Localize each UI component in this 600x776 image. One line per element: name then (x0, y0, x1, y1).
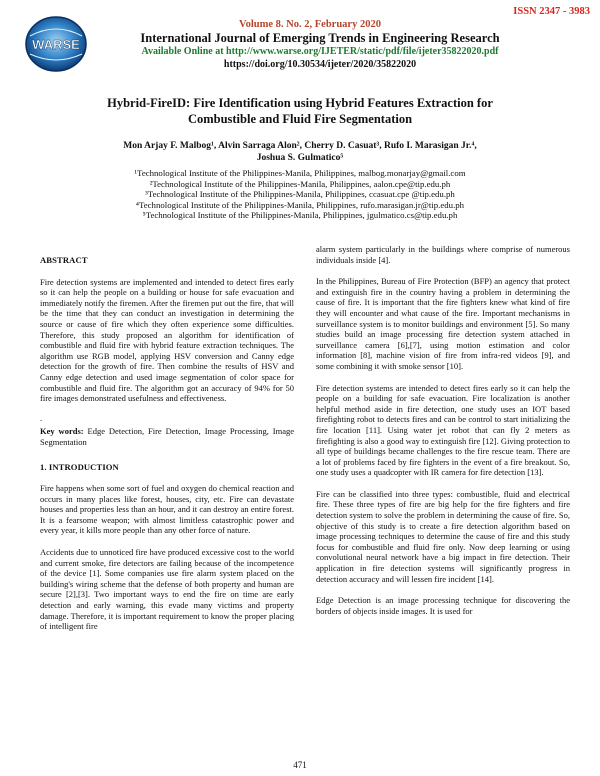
affiliation-1: ¹Technological Institute of the Philippines-Manila, Philippines, malbog.monarjay@gmail.com (134, 168, 466, 178)
paper-title (40, 95, 560, 127)
intro-paragraph-2: Accidents due to unnoticed fire have produced excessive cost to the world and current smoke, fire detectors are failing because of the incompetence of the device [1]. Some companies use fire alarm system placed on the building's wiring scheme that the defense of both property and human are secure [2],[3]. Two important ways to end the fire on time are early detection and early warning, this evade many victims and property damage. Therefore, it is important requirement to know the proper placing of intelligent fire (40, 547, 294, 632)
journal-name: International Journal of Emerging Trends in Engineering Research (140, 31, 500, 45)
abstract-heading: ABSTRACT (40, 255, 88, 265)
right-column (316, 244, 570, 625)
issn-label: ISSN 2347 - 3983 (513, 6, 590, 17)
warse-logo (22, 14, 90, 74)
affiliation-3: ³Technological Institute of the Philippines-Manila, Philippines, ccasuat.cpe @tip.edu.ph (145, 189, 455, 200)
authors (40, 140, 560, 164)
title-line-1: Hybrid-FireID: Fire Identification using Hybrid Features Extraction for (107, 96, 493, 110)
title-line-2: Combustible and Fluid Fire Segmentation (187, 112, 413, 126)
keywords (40, 426, 294, 447)
intro-heading: 1. INTRODUCTION (40, 461, 119, 472)
affiliation-4: ⁴Technological Institute of the Philippines-Manila, Philippines, rufo.marasigan.jr@tip.edu.ph (135, 199, 465, 210)
affiliation-5: ⁵Technological Institute of the Philippines-Manila, Philippines, jgulmatico.cs@tip.edu.ph (142, 210, 458, 221)
right-paragraph-3: Fire can be classified into three types: combustible, fluid and electrical fire. These three types of fire are big help for the fire fighters and fire detection system to solve the problem in determining the cause of fire. So, objective of this study is to create a fire detection algorithm based on image processing techniques to determine the cause of fire and this study focus for combustible and fluid fire only. Now deep learning or using convolutional neural network have a big impact in fire detection. Their application in fire detection systems will significantly progress in detection accuracy and will lessen fire incident [14]. (316, 488, 570, 584)
right-paragraph-1: In the Philippines, Bureau of Fire Protection (BFP) an agency that protect and extinguish fire in the country having a problem in determining the cause of fire. It is important that the fire fighters knew what kind of fire they will encounter and what cause of the fire. Important mechanisms in surveillance system is to monitor buildings and environment [5]. So many studies build an image processing fire detection system attached in surveillance camera [6],[7], using motion estimation and color information [8], machine vision of fire from infra-red videos [9], and some combining it with smoke sensor [10]. (316, 276, 570, 371)
volume-line: Volume 8. No. 2, February 2020 (239, 19, 381, 30)
keywords-label: Key words: (40, 426, 84, 437)
stray-dot: . (40, 412, 43, 423)
abstract-text: Fire detection systems are implemented and intended to detect fires early so it can help the people on a building or house for safe evacuation and immediately notify the firemen. After the firemen put out the fire, that will be the time that they can conduct an investigation in determining the source or cause of fire which they often experience some difficulties. Therefore, this study proposed an algorithm for identification of combustible and fluid fire with hybrid feature extraction techniques. The algorithm use RGB model, applying HSV conversion and Canny edge detection for the growth of fire. Then combine the results of HSV and Canny edge detection and used image segmentation of color space for combustible and fluid fire. The algorithm got an accuracy of 94% for 50 fire images demonstrated usefulness and effectiveness. (40, 276, 294, 404)
authors-line-1: Mon Arjay F. Malbog¹, Alvin Sarraga Alon², Cherry D. Casuat³, Rufo I. Marasigan Jr.⁴, (123, 141, 477, 151)
right-paragraph-4: Edge Detection is an image processing technique for discovering the borders of objects inside images. It is used for (316, 595, 570, 616)
doi-link[interactable]: https://doi.org/10.30534/ijeter/2020/35822020 (223, 59, 417, 70)
online-link[interactable]: Available Online at http://www.warse.org/IJETER/static/pdf/file/ijeter35822020.pdf (141, 46, 499, 57)
intro-paragraph-1: Fire happens when some sort of fuel and oxygen do chemical reaction and occurs in many places like forest, houses, city, etc. Fire can devastate houses and properties less than an hour, and it can destroy an entire forest. It is a fearsome weapon; with almost limitless catastrophic power and every year, it kills more people than any other force of nature. (40, 483, 294, 536)
left-column (40, 255, 294, 641)
affiliations (40, 168, 560, 221)
right-paragraph-0: alarm system particularly in the buildings where comprise of numerous individuals inside [4]. (316, 244, 570, 265)
right-paragraph-2: Fire detection systems are intended to detect fires early so it can help the people on a building for safe evacuation. Fire localization is another helpful method aside in fire detection, one study uses an IOT based firefighting robot to detects fires and can be control to start initializing the fire location [11]. Using water jet robot that can fly 2 meters as firefighting is also a good way to extinguish fire [12]. Giving protection to all type of buildings became challenges to the fire rescue team. There are a lot of problems faced by fire fighters in the event of a fire breakout. So, one study uses a quadcopter with IR camera for fire detection [13]. (316, 382, 570, 478)
keywords-text: Edge Detection, Fire Detection, Image Processing, Image Segmentation (40, 426, 295, 447)
authors-line-2: Joshua S. Gulmatico⁵ (256, 153, 344, 163)
affiliation-2: ²Technological Institute of the Philippines-Manila, Philippines, aalon.cpe@tip.edu.ph (149, 178, 451, 189)
svg-text:WARSE: WARSE (32, 37, 80, 52)
page-number: 471 (293, 760, 307, 770)
